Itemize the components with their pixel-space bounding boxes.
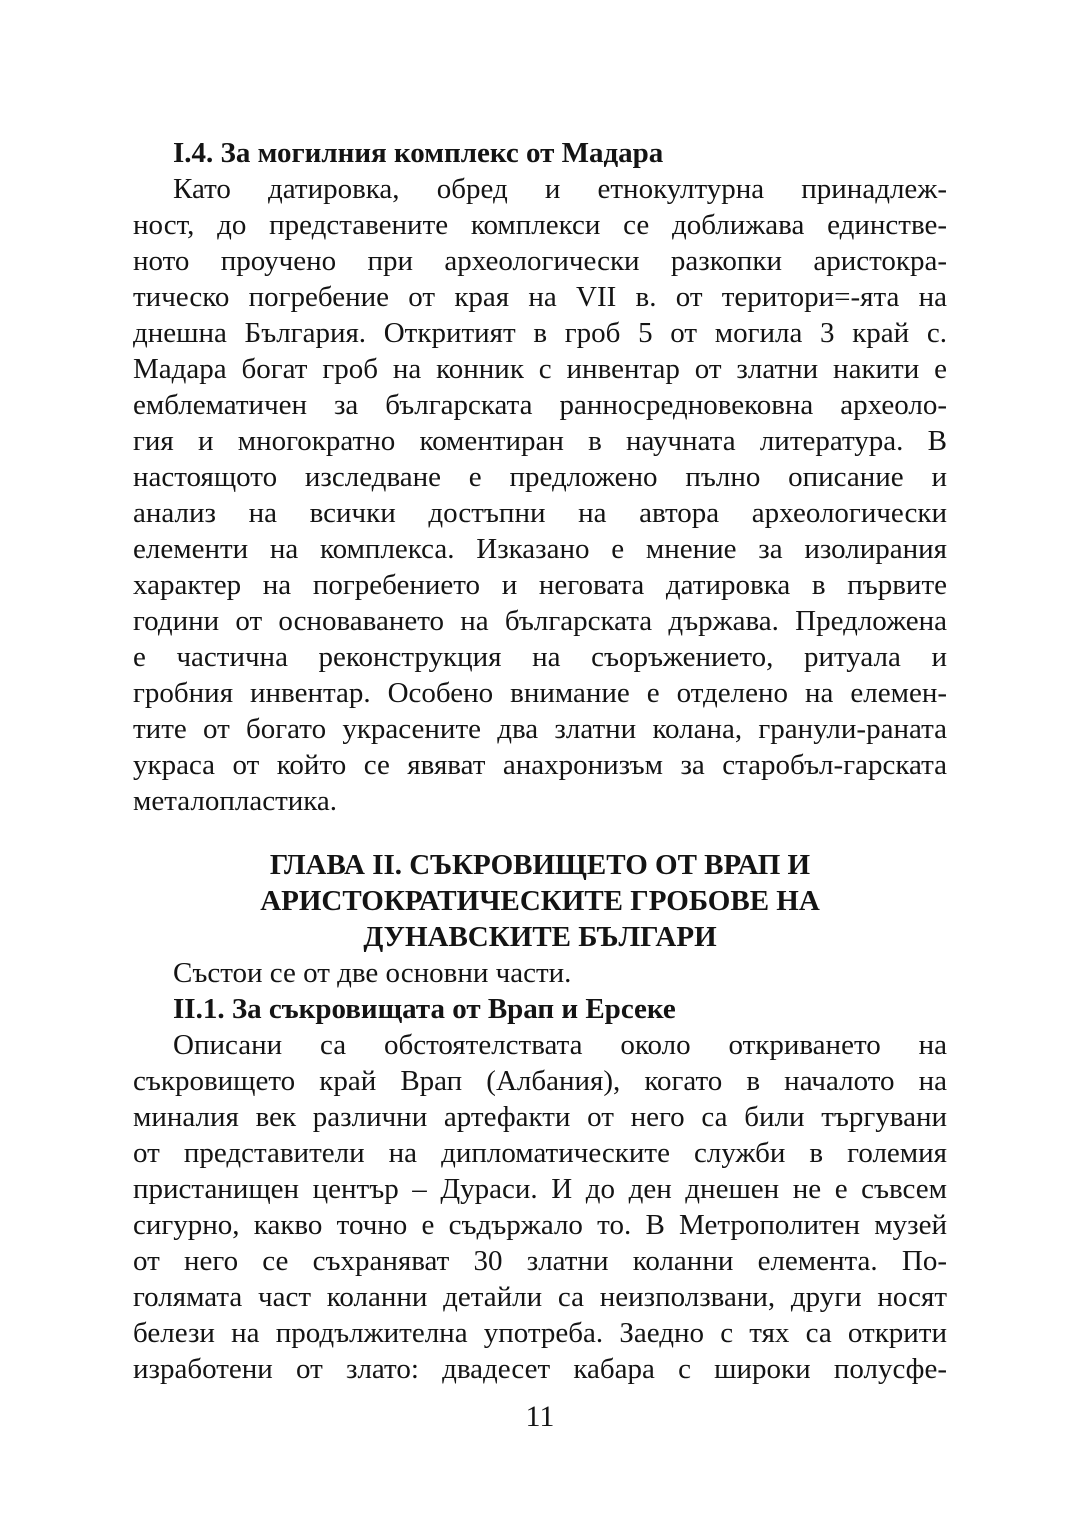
text-block: [133, 135, 947, 1387]
text-line: миналия век различни артефакти от него са били търгувани: [133, 1101, 947, 1133]
text-line: елементи на комплекса. Изказано е мнение за изолирания: [133, 533, 947, 565]
paragraph-vrap-treasure: [133, 1027, 947, 1387]
text-line: белези на продължителна употреба. Заедно с тях са открити: [133, 1317, 947, 1349]
text-line: металопластика.: [133, 785, 338, 817]
text-line: сигурно, какво точно е съдържало то. В Метрополитен музей: [133, 1209, 947, 1241]
text-line: настоящото изследване е предложено пълно описание и: [133, 461, 947, 493]
text-line: години от основаването на българската държава. Предложена: [133, 605, 947, 637]
section-heading-i4: I.4. За могилния комплекс от Мадара: [173, 137, 664, 169]
text-line: Мадара богат гроб на конник с инвентар от златни накити е: [133, 353, 947, 385]
chapter-heading-line: ГЛАВА II. СЪКРОВИЩЕТО ОТ ВРАП И: [269, 849, 811, 881]
text-line: ното проучено при археологически разкопки аристокра-: [133, 245, 947, 277]
text-line: емблематичен за българската ранносредновековна археоло-: [133, 389, 947, 421]
text-line: изработени от злато: двадесет кабара с широки полусфе-: [133, 1353, 947, 1385]
text-line: украса от който се явяват анахронизъм за старобъл-гарската: [133, 749, 947, 781]
text-line: гия и многократно коментиран в научната литература. В: [133, 425, 947, 457]
chapter-intro-line: Състои се от две основни части.: [173, 957, 572, 989]
text-line: съкровището край Врап (Албания), когато в началото на: [133, 1065, 947, 1097]
text-line: е частична реконструкция на съоръжението, ритуала и: [133, 641, 947, 673]
text-line: тическо погребение от края на VII в. от територи=-ята на: [133, 281, 947, 313]
chapter-heading-line: АРИСТОКРАТИЧЕСКИТЕ ГРОБОВЕ НА: [260, 885, 820, 917]
text-line: анализ на всички достъпни на автора археологически: [133, 497, 947, 529]
text-line: ност, до представените комплекси се доближава единстве-: [133, 209, 947, 241]
text-line: днешна България. Откритият в гроб 5 от могила 3 край с.: [133, 317, 947, 349]
text-line: голямата част коланни детайли са неизползвани, други носят: [133, 1281, 947, 1313]
text-line: Описани са обстоятелствата около откриването на: [173, 1029, 947, 1061]
section-heading-ii1: II.1. За съкровищата от Врап и Ерсеке: [173, 993, 676, 1025]
chapter-heading-line: ДУНАВСКИТЕ БЪЛГАРИ: [363, 921, 717, 953]
page-number: 11: [525, 1400, 555, 1433]
text-line: характер на погребението и неговата датировка в първите: [133, 569, 947, 601]
paragraph-madara-complex: [133, 171, 947, 819]
text-line: от представители на дипломатическите служби в големия: [133, 1137, 947, 1169]
text-line: тите от богато украсените два златни колана, гранули-раната: [133, 713, 947, 745]
chapter-ii-heading: [133, 847, 947, 955]
text-line: от него се съхраняват 30 златни коланни елемента. По-: [133, 1245, 947, 1277]
text-line: пристанищен център – Дураси. И до ден днешен не е съвсем: [133, 1173, 947, 1205]
text-line: гробния инвентар. Особено внимание е отделено на елемен-: [133, 677, 947, 709]
text-line: Като датировка, обред и етнокултурна принадлеж-: [173, 173, 947, 205]
